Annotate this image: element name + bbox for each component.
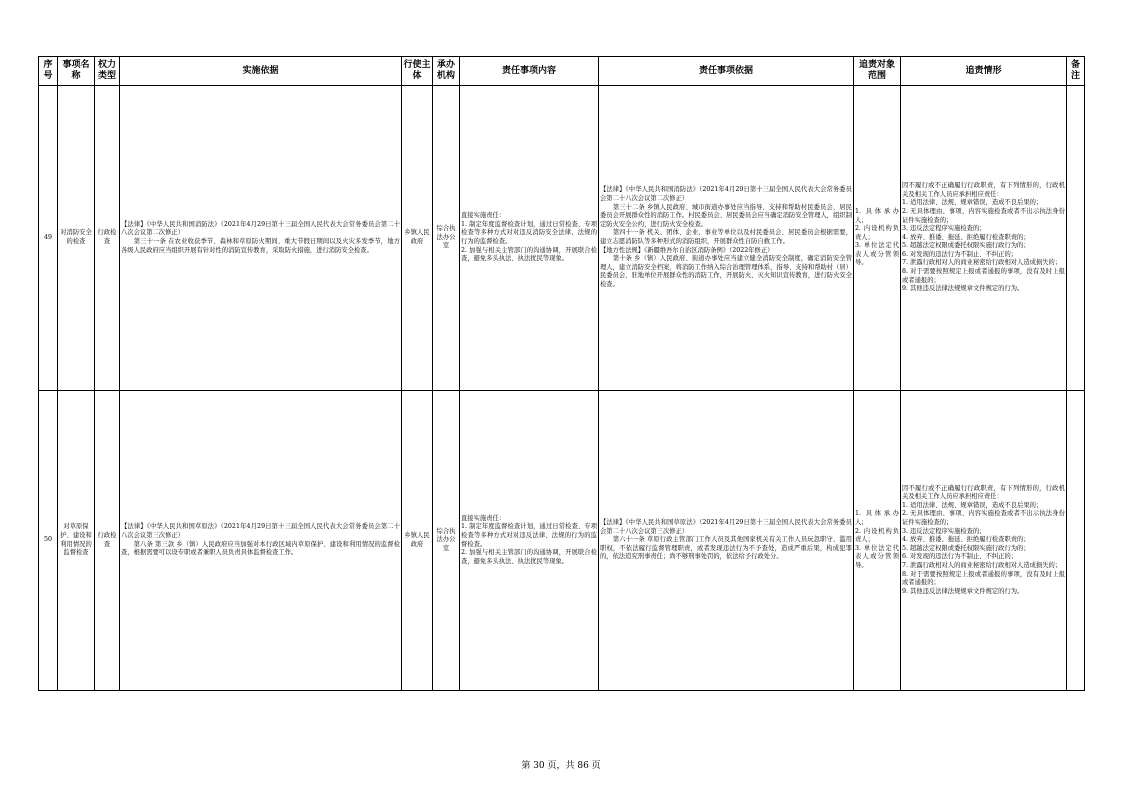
row-scope: 1. 具体承办人； 2. 内设机构负责人； 3. 单位法定代表人或分管领导。 bbox=[854, 86, 901, 391]
row-duty-basis: 【法律】《中华人民共和国草原法》（2021年4月29日第十三届全国人民代表大会常务委员会第二十八次会议第三次修正） 第六十一条 草原行政主管部门工作人员及其他国家机关有关工作人员玩忽职守、滥用职权，不依法履行监督管理职责，或者发现违法行为不予查处，造成严重后果，构成犯罪的，依法追究刑事责任；尚不够刑事处罚的，依法给予行政处分。 bbox=[599, 391, 854, 691]
header-note: 备注 bbox=[1067, 57, 1085, 86]
row-duty-basis: 【法律】《中华人民共和国消防法》（2021年4月29日第十三届全国人民代表大会常务委员会第二十八次会议第二次修正） 第三十二条 乡镇人民政府、城市街道办事处应当指导、支持和帮助村民委员会、居民委员会开展群众性的消防工作。村民委员会、居民委员会应当确定消防安全管理人，组织制定防火安全公约，进行防火安全检查。 第四十一条 机关、团体、企业、事业等单位以及村民委员会、居民委员会根据需要，建立志愿消防队等多种形式的消防组织，开展群众性自防自救工作。 【地方性法规】《新疆维吾尔自治区消防条例》（2022年修正） 第十条 乡（镇）人民政府、街道办事处应当建立健全消防安全制度，确定消防安全管理人，建立消防安全档案，将消防工作纳入综合治理管理体系，指导、支持和帮助村（居）民委员会、驻地单位开展群众性的消防工作，开展防火、灭火知识宣传教育，进行防火安全检查。 bbox=[599, 86, 854, 391]
header-name: 事项名称 bbox=[58, 57, 95, 86]
header-basis: 实施依据 bbox=[120, 57, 402, 86]
header-duty: 责任事项内容 bbox=[460, 57, 599, 86]
row-subject: 乡镇人民政府 bbox=[402, 391, 433, 691]
row-scope: 1. 具体承办人； 2. 内设机构负责人； 3. 单位法定代表人或分管领导。 bbox=[854, 391, 901, 691]
table-row bbox=[39, 86, 1085, 391]
row-name: 对消防安全的检查 bbox=[58, 86, 95, 391]
row-circumstance: 因不履行或不正确履行行政职责，有下列情形的，行政机关及相关工作人员应承担相应责任： 1. 适用法律、法规、规章错误，造成不良后果的； 2. 无具体理由、事项、内容实施检查或者不出示执法身份证件实施检查的； 3. 违反法定程序实施检查的； 4. 放弃、推诿、拖延、拒绝履行检查职责的； 5. 超越法定权限或委托权限实施行政行为的； 6. 对发现的违法行为不制止、不纠正的； 7. 泄露行政相对人的商业秘密给行政相对人造成损失的； 8. 对于需要按照规定上报或者通报的事项，没有及时上报或者通报的； 9. 其他违反法律法规规章文件规定的行为。 bbox=[901, 86, 1067, 391]
row-duty: 直接实施责任： 1. 制定年度监督检查计划，通过日常检查、专项检查等多种方式对对违反消防安全法律、法规的行为的监督检查。 2. 加强与相关主管部门的沟通协调，开展联合检查，避免多头执法、执法扰民等现象。 bbox=[460, 86, 599, 391]
row-note bbox=[1067, 391, 1085, 691]
header-type: 权力类型 bbox=[95, 57, 120, 86]
table-row bbox=[39, 391, 1085, 691]
header-subject: 行使主体 bbox=[402, 57, 433, 86]
responsibility-table bbox=[38, 56, 1085, 691]
row-org: 综合执法办公室 bbox=[433, 86, 460, 391]
row-type: 行政检查 bbox=[95, 86, 120, 391]
row-circumstance: 因不履行或不正确履行行政职责，有下列情形的，行政机关及相关工作人员应承担相应责任： 1. 适用法律、法规、规章错误，造成不良后果的； 2. 无具体理由、事项、内容实施检查或者不出示执法身份证件实施检查的； 3. 违反法定程序实施检查的； 4. 放弃、推诿、拖延、拒绝履行检查职责的； 5. 超越法定权限或委托权限实施行政行为的； 6. 对发现的违法行为不制止、不纠正的； 7. 泄露行政相对人的商业秘密给行政相对人造成损失的； 8. 对于需要按照规定上报或者通报的事项，没有及时上报或者通报的； 9. 其他违反法律法规规章文件规定的行为。 bbox=[901, 391, 1067, 691]
header-circumstance: 追责情形 bbox=[901, 57, 1067, 86]
row-basis: 【法律】《中华人民共和国草原法》（2021年4月29日第十三届全国人民代表大会常务委员会第二十八次会议第三次修正） 第八条 第三款 乡（镇）人民政府应当加强对本行政区域内草原保护、建设和利用情况的监督检查，根据需要可以设专职或者兼职人员负责具体监督检查工作。 bbox=[120, 391, 402, 691]
header-duty-basis: 责任事项依据 bbox=[599, 57, 854, 86]
row-subject: 乡镇人民政府 bbox=[402, 86, 433, 391]
row-duty: 直接实施责任： 1. 制定年度监督检查计划，通过日常检查、专项检查等多种方式对对违反法律、法规的行为的监督检查。 2. 加强与相关主管部门的沟通协调，开展联合检查，避免多头执法、执法扰民等现象。 bbox=[460, 391, 599, 691]
header-scope: 追责对象范围 bbox=[854, 57, 901, 86]
page-number: 第 30 页，共 86 页 bbox=[521, 761, 601, 771]
row-name: 对草原保护、建设和利用情况的监督检查 bbox=[58, 391, 95, 691]
row-basis: 【法律】《中华人民共和国消防法》（2021年4月29日第十三届全国人民代表大会常务委员会第二十八次会议第二次修正） 第三十一条 在农业收获季节、森林和草原防火期间、重大节假日期间以及火灾多发季节，地方各级人民政府应当组织开展有针对性的消防宣传教育，采取防火措施，进行消防安全检查。 bbox=[120, 86, 402, 391]
row-type: 行政检查 bbox=[95, 391, 120, 691]
row-no: 49 bbox=[39, 86, 58, 391]
header-no: 序号 bbox=[39, 57, 58, 86]
row-no: 50 bbox=[39, 391, 58, 691]
row-org: 综合执法办公室 bbox=[433, 391, 460, 691]
header-org: 承办机构 bbox=[433, 57, 460, 86]
row-note bbox=[1067, 86, 1085, 391]
header-row bbox=[39, 57, 1085, 86]
